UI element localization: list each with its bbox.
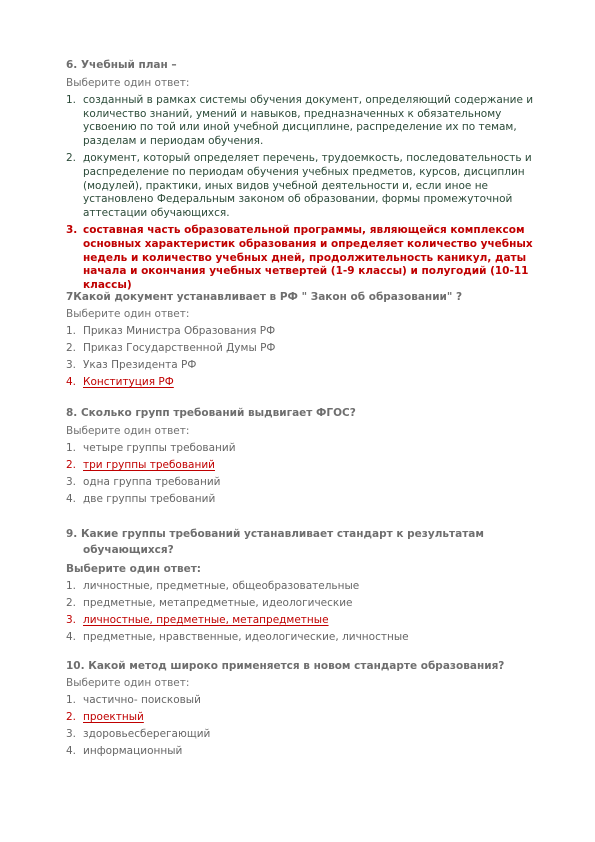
answer-number: 3.: [66, 728, 77, 740]
answer-option-correct[interactable]: [66, 224, 541, 292]
question-title: 7Какой документ устанавливает в РФ " Закон об образовании" ?: [66, 291, 463, 303]
answer-option[interactable]: [66, 726, 551, 743]
answer-number: 3.: [66, 614, 77, 626]
answer-text: Конституция РФ: [83, 376, 174, 388]
answer-number: 2.: [66, 597, 77, 609]
answer-list: [66, 578, 541, 646]
answer-option[interactable]: [66, 743, 551, 760]
answer-text: Указ Президента РФ: [83, 359, 197, 371]
answer-list: [66, 692, 551, 760]
answer-list: [66, 440, 541, 508]
answer-option-correct[interactable]: [66, 374, 541, 391]
answer-text: четыре группы требований: [83, 442, 236, 454]
answer-number: 1.: [66, 94, 77, 106]
answer-text: три группы требований: [83, 459, 215, 471]
answer-option[interactable]: [66, 474, 541, 491]
answer-list: [66, 323, 541, 391]
answer-text: личностные, предметные, метапредметные: [83, 614, 329, 626]
answer-text: Приказ Государственной Думы РФ: [83, 342, 276, 354]
answer-text: здоровьесберегающий: [83, 728, 211, 740]
answer-number: 1.: [66, 580, 77, 592]
question-title: 6. Учебный план –: [66, 59, 177, 71]
answer-text: личностные, предметные, общеобразовательные: [83, 580, 360, 592]
answer-hint: Выберите один ответ:: [66, 425, 190, 437]
answer-option[interactable]: [66, 578, 541, 595]
answer-number: 4.: [66, 493, 77, 505]
answer-text: Приказ Министра Образования РФ: [83, 325, 276, 337]
answer-number: 1.: [66, 325, 77, 337]
answer-text: созданный в рамках системы обучения документ, определяющий содержание и количество знаний, умений и навыков, предназначенных к обязательному усвоению по той или иной учебной дисциплине, распределение их по темам, разделам и периодам обучения.: [83, 94, 534, 147]
question-title: 8. Сколько групп требований выдвигает ФГОС?: [66, 407, 356, 419]
answer-hint: Выберите один ответ:: [66, 563, 201, 575]
answer-number: 2.: [66, 342, 77, 354]
answer-number: 3.: [66, 476, 77, 488]
answer-number: 3.: [66, 359, 77, 371]
answer-option-correct[interactable]: [66, 612, 541, 629]
answer-text: предметные, нравственные, идеологические, личностные: [83, 631, 409, 643]
answer-hint: Выберите один ответ:: [66, 77, 190, 89]
answer-number: 1.: [66, 694, 77, 706]
answer-number: 4.: [66, 745, 77, 757]
answer-option[interactable]: [66, 440, 541, 457]
answer-number: 2.: [66, 459, 77, 471]
answer-option-correct[interactable]: [66, 457, 541, 474]
answer-text: документ, который определяет перечень, трудоемкость, последовательность и распределение по периодам обучения учебных предметов, курсов, дисциплин (модулей), практики, иных видов учебной деятельности и, если иное не установлено Федеральным законом об образовании, формы промежуточной аттестации обучающихся.: [83, 152, 532, 219]
answer-option[interactable]: [66, 340, 541, 357]
answer-number: 3.: [66, 224, 78, 237]
answer-option[interactable]: [66, 692, 551, 709]
answer-option-correct[interactable]: [66, 709, 551, 726]
question-7: [66, 289, 541, 391]
answer-number: 2.: [66, 711, 77, 723]
answer-option[interactable]: [66, 595, 541, 612]
answer-text: две группы требований: [83, 493, 216, 505]
answer-number: 4.: [66, 631, 77, 643]
answer-number: 4.: [66, 376, 77, 388]
answer-hint: Выберите один ответ:: [66, 677, 190, 689]
answer-option[interactable]: [66, 491, 541, 508]
answer-number: 1.: [66, 442, 77, 454]
answer-option[interactable]: [66, 357, 541, 374]
answer-hint: Выберите один ответ:: [66, 308, 190, 320]
answer-option[interactable]: [66, 152, 541, 220]
question-9: [66, 526, 541, 646]
answer-text: предметные, метапредметные, идеологические: [83, 597, 353, 609]
question-title: 10. Какой метод широко применяется в новом стандарте образования?: [66, 660, 505, 672]
question-8: [66, 405, 541, 508]
answer-text: информационный: [83, 745, 183, 757]
answer-option[interactable]: [66, 94, 541, 148]
answer-text: одна группа требований: [83, 476, 221, 488]
answer-option[interactable]: [66, 629, 541, 646]
question-10: [66, 658, 551, 760]
answer-text: составная часть образовательной программы, являющейся комплексом основных характеристик образования и определяет количество учебных недель и количество учебных дней, продолжительность каникул, даты начала и окончания учебных четвертей (1-9 классы) и полугодий (10-11 классы): [83, 224, 533, 291]
answer-option[interactable]: [66, 323, 541, 340]
answer-number: 2.: [66, 152, 77, 165]
question-title: 9. Какие группы требований устанавливает стандарт к результатам обучающихся?: [66, 528, 484, 556]
answer-text: частично- поисковый: [83, 694, 201, 706]
question-6: [66, 57, 541, 292]
answer-text: проектный: [83, 711, 144, 723]
answer-list: [66, 94, 541, 292]
